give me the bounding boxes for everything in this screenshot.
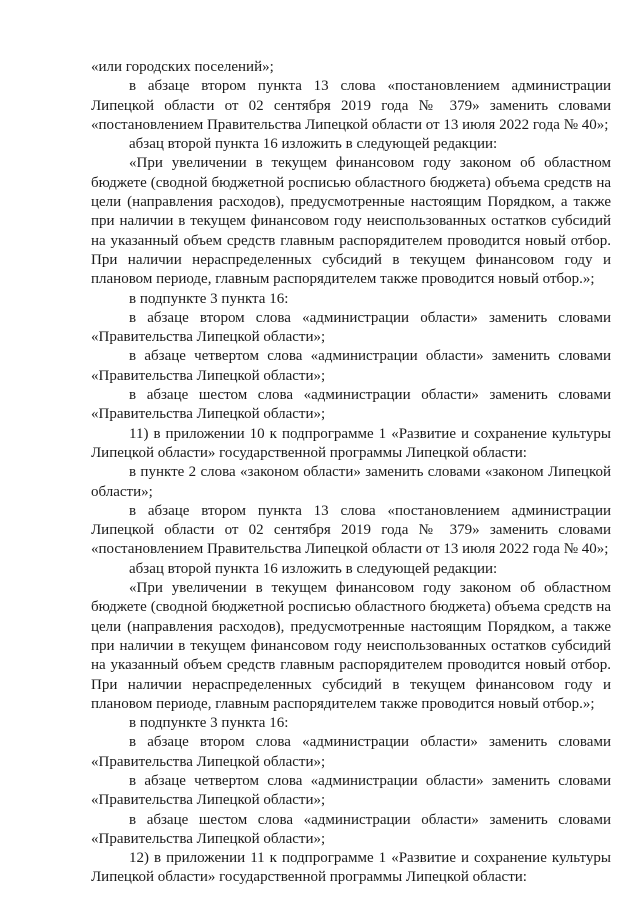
paragraph-subpoint-3-sixth: в абзаце шестом слова «администрации области» заменить словами «Правительства Липецкой области»; xyxy=(91,387,611,423)
document-page xyxy=(91,58,611,888)
paragraph-subpoint-3-second: в абзаце втором слова «администрации области» заменить словами «Правительства Липецкой области»; xyxy=(91,309,611,346)
paragraph-item-11: 11) в приложении 10 к подпрограмме 1 «Развитие и сохранение культуры Липецкой области» государственной программы Липецкой области: xyxy=(91,425,611,461)
paragraph-subpoint-3-intro: в подпункте 3 пункта 16: xyxy=(129,290,289,307)
paragraph-amend-point-16-intro-b: абзац второй пункта 16 изложить в следующей редакции: xyxy=(129,560,498,577)
paragraph-subpoint-3-sixth-b: в абзаце шестом слова «администрации области» заменить словами «Правительства Липецкой области»; xyxy=(91,811,611,847)
paragraph-amend-point-2: в пункте 2 слова «законом области» заменить словами «законом Липецкой области»; xyxy=(91,464,611,500)
paragraph-new-wording-16-b: «При увеличении в текущем финансовом году законом об областном бюджете (сводной бюджетной росписью областного бюджета) объема средств на цели (направления расходов), предусмотренные настоящим Порядком, а также при наличии в текущем финансовом году неиспользованных остатков субсидий на указанный объем средств главным распорядителем проводится новый отбор. При наличии нераспределенных субсидий в текущем финансовом году и плановом периоде, главным распорядителем также проводится новый отбор.»; xyxy=(91,580,611,712)
paragraph-subpoint-3-intro-b: в подпункте 3 пункта 16: xyxy=(129,715,289,732)
paragraph-subpoint-3-fourth-b: в абзаце четвертом слова «администрации области» заменить словами «Правительства Липецкой области»; xyxy=(91,772,611,809)
paragraph-amend-point-13: в абзаце втором пункта 13 слова «постановлением администрации Липецкой области от 02 сентября 2019 года № 379» заменить словами «постановлением Правительства Липецкой области от 13 июля 2022 года № 40»; xyxy=(91,78,611,133)
paragraph-continuation: «или городских поселений»; xyxy=(91,59,274,75)
paragraph-amend-point-16-intro: абзац второй пункта 16 изложить в следующей редакции: xyxy=(129,136,498,153)
paragraph-item-12: 12) в приложении 11 к подпрограмме 1 «Развитие и сохранение культуры Липецкой области» государственной программы Липецкой области: xyxy=(91,850,611,886)
paragraph-subpoint-3-second-b: в абзаце втором слова «администрации области» заменить словами «Правительства Липецкой области»; xyxy=(91,734,611,770)
paragraph-subpoint-3-fourth: в абзаце четвертом слова «администрации области» заменить словами «Правительства Липецкой области»; xyxy=(91,348,611,384)
paragraph-amend-point-13-b: в абзаце втором пункта 13 слова «постановлением администрации Липецкой области от 02 сентября 2019 года № 379» заменить словами «постановлением Правительства Липецкой области от 13 июля 2022 года № 40»; xyxy=(91,502,611,558)
paragraph-new-wording-16: «При увеличении в текущем финансовом году законом об областном бюджете (сводной бюджетной росписью областного бюджета) объема средств на цели (направления расходов), предусмотренные настоящим Порядком, а также при наличии в текущем финансовом году неиспользованных остатков субсидий на указанный объем средств главным распорядителем проводится новый отбор. При наличии нераспределенных субсидий в текущем финансовом году и плановом периоде, главным распорядителем также проводится новый отбор.»; xyxy=(91,155,611,288)
